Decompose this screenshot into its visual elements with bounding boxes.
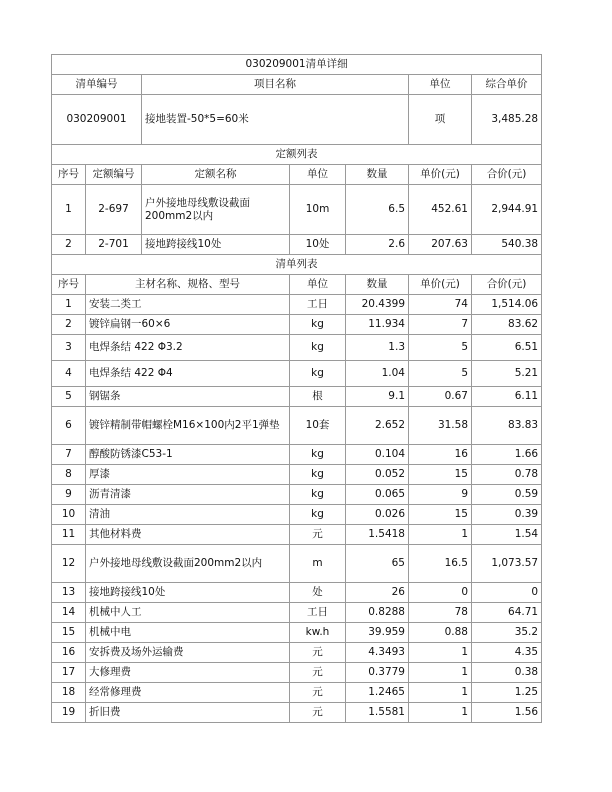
material-row bbox=[52, 295, 542, 315]
quota-total-header: 合价(元) bbox=[472, 165, 542, 185]
material-price: 1 bbox=[409, 683, 472, 703]
material-unit: 工日 bbox=[290, 603, 346, 623]
quota-header-row bbox=[52, 165, 542, 185]
material-price: 1 bbox=[409, 703, 472, 723]
material-seq: 1 bbox=[52, 295, 86, 315]
material-name: 机械中电 bbox=[86, 623, 290, 643]
material-qty: 0.3779 bbox=[346, 663, 409, 683]
material-qty: 39.959 bbox=[346, 623, 409, 643]
material-row bbox=[52, 315, 542, 335]
material-seq: 6 bbox=[52, 407, 86, 445]
quota-unit-header: 单位 bbox=[290, 165, 346, 185]
material-seq: 5 bbox=[52, 387, 86, 407]
material-price: 5 bbox=[409, 361, 472, 387]
material-name: 镀锌精制带帽螺栓M16×100内2平1弹垫 bbox=[86, 407, 290, 445]
material-total: 1.66 bbox=[472, 445, 542, 465]
bill-name-header: 项目名称 bbox=[142, 75, 409, 95]
material-name: 沥青清漆 bbox=[86, 485, 290, 505]
quota-price: 452.61 bbox=[409, 185, 472, 235]
material-unit: kg bbox=[290, 465, 346, 485]
material-total: 6.11 bbox=[472, 387, 542, 407]
material-total: 5.21 bbox=[472, 361, 542, 387]
material-name: 接地跨接线10处 bbox=[86, 583, 290, 603]
quota-code-header: 定额编号 bbox=[86, 165, 142, 185]
material-row bbox=[52, 387, 542, 407]
material-name: 安拆费及场外运输费 bbox=[86, 643, 290, 663]
material-qty: 0.065 bbox=[346, 485, 409, 505]
materials-unit-header: 单位 bbox=[290, 275, 346, 295]
page-title: 030209001清单详细 bbox=[52, 55, 542, 75]
material-seq: 7 bbox=[52, 445, 86, 465]
materials-header-row bbox=[52, 275, 542, 295]
material-name: 户外接地母线敷设截面200mm2以内 bbox=[86, 545, 290, 583]
bill-unit: 项 bbox=[409, 95, 472, 145]
material-qty: 0.8288 bbox=[346, 603, 409, 623]
material-unit: 元 bbox=[290, 663, 346, 683]
material-unit: 元 bbox=[290, 643, 346, 663]
quota-total: 540.38 bbox=[472, 235, 542, 255]
bill-name: 接地装置-50*5=60米 bbox=[142, 95, 409, 145]
material-price: 74 bbox=[409, 295, 472, 315]
quota-name: 户外接地母线敷设截面200mm2以内 bbox=[142, 185, 290, 235]
quota-seq-header: 序号 bbox=[52, 165, 86, 185]
quota-row bbox=[52, 235, 542, 255]
materials-name-header: 主材名称、规格、型号 bbox=[86, 275, 290, 295]
materials-price-header: 单价(元) bbox=[409, 275, 472, 295]
material-row bbox=[52, 361, 542, 387]
bill-price-header: 综合单价 bbox=[472, 75, 542, 95]
material-price: 16 bbox=[409, 445, 472, 465]
material-qty: 0.026 bbox=[346, 505, 409, 525]
quota-section-row bbox=[52, 145, 542, 165]
material-unit: kw.h bbox=[290, 623, 346, 643]
material-total: 4.35 bbox=[472, 643, 542, 663]
material-row bbox=[52, 525, 542, 545]
material-row bbox=[52, 445, 542, 465]
material-price: 31.58 bbox=[409, 407, 472, 445]
material-name: 钢锯条 bbox=[86, 387, 290, 407]
material-qty: 2.652 bbox=[346, 407, 409, 445]
material-seq: 12 bbox=[52, 545, 86, 583]
material-price: 16.5 bbox=[409, 545, 472, 583]
bill-code: 030209001 bbox=[52, 95, 142, 145]
material-unit: m bbox=[290, 545, 346, 583]
quota-unit: 10处 bbox=[290, 235, 346, 255]
material-unit: kg bbox=[290, 485, 346, 505]
quota-unit: 10m bbox=[290, 185, 346, 235]
material-price: 9 bbox=[409, 485, 472, 505]
material-unit: 元 bbox=[290, 703, 346, 723]
material-price: 5 bbox=[409, 335, 472, 361]
material-total: 1,514.06 bbox=[472, 295, 542, 315]
quota-section-title: 定额列表 bbox=[52, 145, 542, 165]
quota-row bbox=[52, 185, 542, 235]
material-price: 15 bbox=[409, 465, 472, 485]
material-seq: 13 bbox=[52, 583, 86, 603]
material-row bbox=[52, 683, 542, 703]
material-qty: 9.1 bbox=[346, 387, 409, 407]
material-qty: 1.5418 bbox=[346, 525, 409, 545]
material-unit: kg bbox=[290, 315, 346, 335]
material-name: 电焊条结 422 Φ4 bbox=[86, 361, 290, 387]
material-total: 0.59 bbox=[472, 485, 542, 505]
material-name: 安装二类工 bbox=[86, 295, 290, 315]
material-name: 经常修理费 bbox=[86, 683, 290, 703]
material-seq: 9 bbox=[52, 485, 86, 505]
material-name: 机械中人工 bbox=[86, 603, 290, 623]
material-qty: 0.104 bbox=[346, 445, 409, 465]
material-row bbox=[52, 505, 542, 525]
material-total: 83.62 bbox=[472, 315, 542, 335]
material-qty: 65 bbox=[346, 545, 409, 583]
material-seq: 14 bbox=[52, 603, 86, 623]
material-unit: 10套 bbox=[290, 407, 346, 445]
material-name: 醇酸防锈漆C53-1 bbox=[86, 445, 290, 465]
material-total: 0 bbox=[472, 583, 542, 603]
material-row bbox=[52, 583, 542, 603]
material-row bbox=[52, 335, 542, 361]
material-qty: 1.5581 bbox=[346, 703, 409, 723]
material-name: 大修理费 bbox=[86, 663, 290, 683]
material-total: 1.54 bbox=[472, 525, 542, 545]
material-price: 1 bbox=[409, 643, 472, 663]
quota-price: 207.63 bbox=[409, 235, 472, 255]
material-total: 0.38 bbox=[472, 663, 542, 683]
material-unit: kg bbox=[290, 445, 346, 465]
title-row bbox=[52, 55, 542, 75]
quota-code: 2-697 bbox=[86, 185, 142, 235]
material-name: 厚漆 bbox=[86, 465, 290, 485]
material-qty: 0.052 bbox=[346, 465, 409, 485]
material-total: 0.78 bbox=[472, 465, 542, 485]
material-total: 64.71 bbox=[472, 603, 542, 623]
material-row bbox=[52, 545, 542, 583]
bill-header-row bbox=[52, 75, 542, 95]
material-row bbox=[52, 643, 542, 663]
material-total: 6.51 bbox=[472, 335, 542, 361]
material-row bbox=[52, 485, 542, 505]
material-seq: 11 bbox=[52, 525, 86, 545]
material-qty: 4.3493 bbox=[346, 643, 409, 663]
material-qty: 1.04 bbox=[346, 361, 409, 387]
material-row bbox=[52, 603, 542, 623]
material-price: 15 bbox=[409, 505, 472, 525]
material-row bbox=[52, 465, 542, 485]
material-unit: 元 bbox=[290, 525, 346, 545]
material-unit: kg bbox=[290, 361, 346, 387]
material-price: 0.88 bbox=[409, 623, 472, 643]
quota-total: 2,944.91 bbox=[472, 185, 542, 235]
material-seq: 18 bbox=[52, 683, 86, 703]
quota-seq: 2 bbox=[52, 235, 86, 255]
material-price: 0 bbox=[409, 583, 472, 603]
materials-section-title: 清单列表 bbox=[52, 255, 542, 275]
material-total: 83.83 bbox=[472, 407, 542, 445]
material-name: 镀锌扁钢一60×6 bbox=[86, 315, 290, 335]
materials-qty-header: 数量 bbox=[346, 275, 409, 295]
material-row bbox=[52, 663, 542, 683]
material-seq: 17 bbox=[52, 663, 86, 683]
material-price: 0.67 bbox=[409, 387, 472, 407]
material-price: 1 bbox=[409, 525, 472, 545]
material-row bbox=[52, 407, 542, 445]
quota-code: 2-701 bbox=[86, 235, 142, 255]
material-unit: 工日 bbox=[290, 295, 346, 315]
material-total: 35.2 bbox=[472, 623, 542, 643]
material-unit: 处 bbox=[290, 583, 346, 603]
material-seq: 15 bbox=[52, 623, 86, 643]
material-row bbox=[52, 623, 542, 643]
material-qty: 1.3 bbox=[346, 335, 409, 361]
materials-seq-header: 序号 bbox=[52, 275, 86, 295]
bill-detail-table bbox=[51, 54, 542, 723]
material-name: 清油 bbox=[86, 505, 290, 525]
material-unit: 根 bbox=[290, 387, 346, 407]
material-seq: 19 bbox=[52, 703, 86, 723]
material-price: 1 bbox=[409, 663, 472, 683]
material-seq: 4 bbox=[52, 361, 86, 387]
quota-qty: 2.6 bbox=[346, 235, 409, 255]
material-seq: 16 bbox=[52, 643, 86, 663]
material-unit: 元 bbox=[290, 683, 346, 703]
bill-price: 3,485.28 bbox=[472, 95, 542, 145]
material-qty: 11.934 bbox=[346, 315, 409, 335]
material-total: 1,073.57 bbox=[472, 545, 542, 583]
material-qty: 20.4399 bbox=[346, 295, 409, 315]
material-qty: 26 bbox=[346, 583, 409, 603]
quota-seq: 1 bbox=[52, 185, 86, 235]
material-price: 7 bbox=[409, 315, 472, 335]
material-price: 78 bbox=[409, 603, 472, 623]
bill-unit-header: 单位 bbox=[409, 75, 472, 95]
material-seq: 2 bbox=[52, 315, 86, 335]
material-qty: 1.2465 bbox=[346, 683, 409, 703]
material-total: 0.39 bbox=[472, 505, 542, 525]
material-row bbox=[52, 703, 542, 723]
material-seq: 8 bbox=[52, 465, 86, 485]
material-name: 电焊条结 422 Φ3.2 bbox=[86, 335, 290, 361]
quota-name: 接地跨接线10处 bbox=[142, 235, 290, 255]
material-total: 1.25 bbox=[472, 683, 542, 703]
bill-code-header: 清单编号 bbox=[52, 75, 142, 95]
quota-qty-header: 数量 bbox=[346, 165, 409, 185]
material-name: 折旧费 bbox=[86, 703, 290, 723]
materials-section-row bbox=[52, 255, 542, 275]
materials-total-header: 合价(元) bbox=[472, 275, 542, 295]
material-unit: kg bbox=[290, 335, 346, 361]
quota-name-header: 定额名称 bbox=[142, 165, 290, 185]
material-unit: kg bbox=[290, 505, 346, 525]
material-name: 其他材料费 bbox=[86, 525, 290, 545]
bill-row bbox=[52, 95, 542, 145]
quota-qty: 6.5 bbox=[346, 185, 409, 235]
quota-price-header: 单价(元) bbox=[409, 165, 472, 185]
material-seq: 10 bbox=[52, 505, 86, 525]
material-seq: 3 bbox=[52, 335, 86, 361]
material-total: 1.56 bbox=[472, 703, 542, 723]
